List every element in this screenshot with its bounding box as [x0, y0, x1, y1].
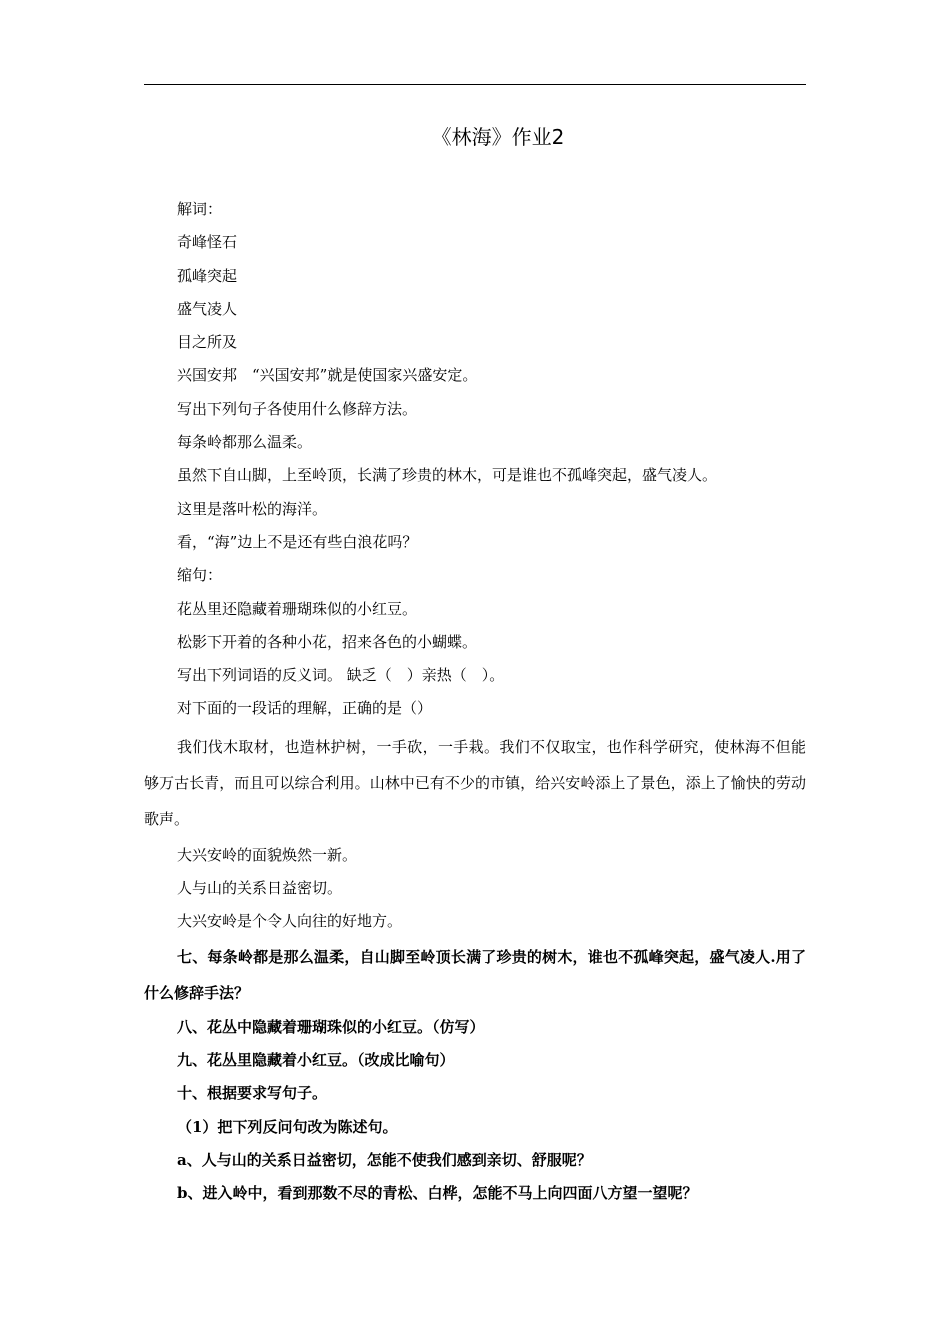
question-10-b: b、进入岭中，看到那数不尽的青松、白桦，怎能不马上向四面八方望一望呢？: [177, 1184, 698, 1203]
rhetoric-header: 写出下列句子各使用什么修辞方法。: [177, 399, 418, 418]
option-item: 大兴安岭的面貌焕然一新。: [177, 845, 358, 864]
vocab-item: 盛气凌人: [177, 299, 238, 318]
antonym-question: 写出下列词语的反义词。 缺乏（ ）亲热（ ）。: [177, 666, 505, 685]
vocab-header: 解词：: [177, 200, 223, 218]
option-item: 人与山的关系日益密切。: [177, 879, 343, 898]
question-8: 八、花丛中隐藏着珊瑚珠似的小红豆。（仿写）: [177, 1017, 485, 1036]
rhetoric-sentence: 这里是落叶松的海洋。: [177, 499, 328, 518]
vocab-item: 奇峰怪石: [177, 233, 238, 252]
question-10-a: a、人与山的关系日益密切，怎能不使我们感到亲切、舒服呢？: [177, 1150, 592, 1169]
document-title: 《林海》作业2: [431, 125, 565, 149]
document-body: [144, 193, 806, 1210]
header-rule: [144, 84, 806, 85]
vocab-item: 目之所及: [177, 333, 238, 352]
shorten-sentence: 松影下开着的各种小花，招来各色的小蝴蝶。: [177, 632, 478, 651]
rhetoric-sentence: 每条岭都那么温柔。: [177, 433, 313, 452]
comprehension-header: 对下面的一段话的理解，正确的是（）: [177, 699, 433, 718]
shorten-header: 缩句：: [177, 566, 223, 585]
rhetoric-sentence: 虽然下自山脚，上至岭顶，长满了珍贵的林木，可是谁也不孤峰突起，盛气凌人。: [177, 466, 718, 485]
option-item: 大兴安岭是个令人向往的好地方。: [177, 912, 403, 931]
passage: 我们伐木取材，也造林护树，一手砍，一手栽。我们不仅取宝，也作科学研究，使林海不但能够万古长青，而且可以综合利用。山林中已有不少的市镇，给兴安岭添上了景色，添上了愉快的劳动歌声。: [144, 737, 806, 828]
question-10: 十、根据要求写句子。: [177, 1084, 328, 1103]
rhetoric-sentence: 看，“海”边上不是还有些白浪花吗？: [177, 532, 418, 551]
question-10-part-1: （1）把下列反问句改为陈述句。: [177, 1117, 398, 1136]
question-7: 七、每条岭都是那么温柔，自山脚至岭顶长满了珍贵的树木，谁也不孤峰突起，盛气凌人.用了什么修辞手法？: [144, 947, 806, 1002]
vocab-item: 兴国安邦 “兴国安邦”就是使国家兴盛安定。: [177, 366, 478, 385]
question-9: 九、花丛里隐藏着小红豆。（改成比喻句）: [177, 1050, 455, 1069]
shorten-sentence: 花丛里还隐藏着珊瑚珠似的小红豆。: [177, 599, 418, 618]
vocab-item: 孤峰突起: [177, 266, 238, 285]
